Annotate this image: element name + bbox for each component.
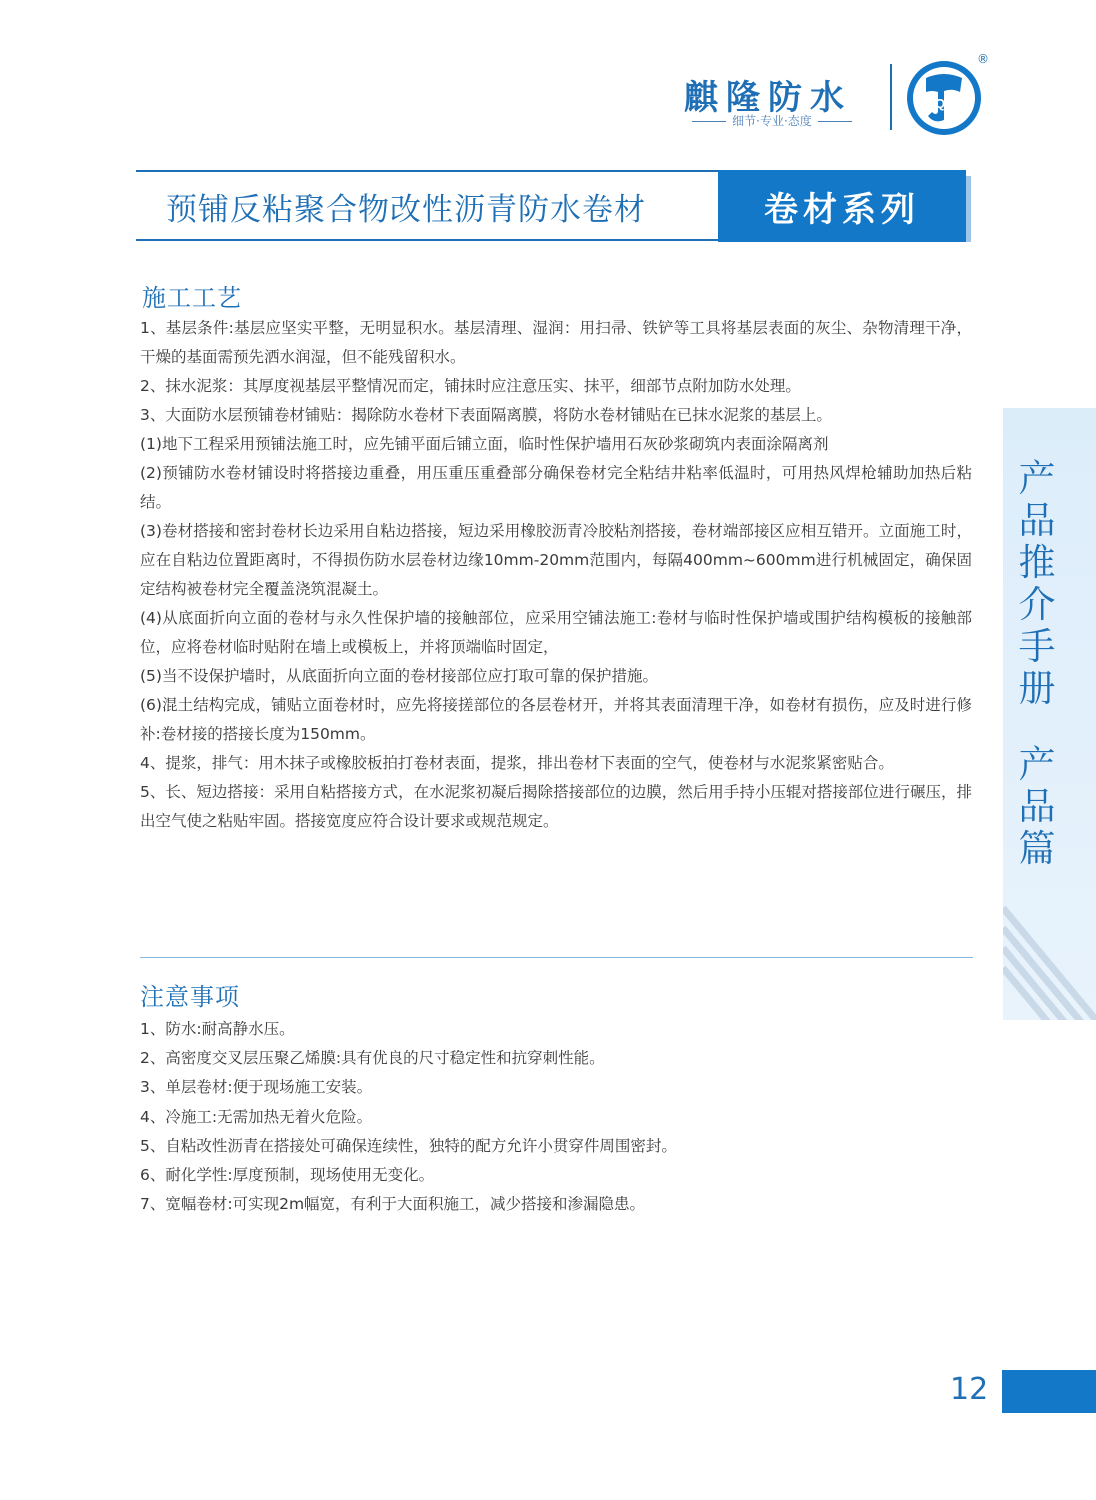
construction-paragraph: 1、基层条件:基层应坚实平整，无明显积水。基层清理、湿润：用扫帚、铁铲等工具将基层表面的灰尘、杂物清理干净，干燥的基面需预先洒水润湿，但不能残留积水。 xyxy=(140,319,972,366)
brand-logo-icon xyxy=(904,58,984,138)
series-label: 卷材系列 xyxy=(764,190,920,230)
section-divider xyxy=(140,957,973,958)
notes-item: 6、耐化学性:厚度预制，现场使用无变化。 xyxy=(140,1166,435,1185)
construction-paragraph: (2)预铺防水卷材铺设时将搭接边重叠，用压重压重叠部分确保卷材完全粘结井粘率低温时，可用热风焊枪辅助加热后粘结。 xyxy=(140,464,972,511)
brand-slogan: 细节·专业·态度 xyxy=(672,112,872,129)
construction-heading: 施工工艺 xyxy=(142,284,242,312)
title-line-top xyxy=(136,170,718,172)
construction-paragraph: 2、抹水泥浆：其厚度视基层平整情况而定，铺抹时应注意压实、抹平，细部节点附加防水处理。 xyxy=(140,377,801,395)
logo-text: QL xyxy=(934,96,954,111)
construction-paragraph: (3)卷材搭接和密封卷材长边采用自粘边搭接，短边采用橡胶沥青冷胶粘剂搭接，卷材端部接区应相互错开。立面施工时，应在自粘边位置距离时，不得损伤防水层卷材边缘10mm-20mm范围内，每隔400mm~600mm进行机械固定，确保固定结构被卷材完全覆盖浇筑混凝土。 xyxy=(140,522,972,598)
page-title: 预铺反粘聚合物改性沥青防水卷材 xyxy=(166,192,646,228)
page-number-bar xyxy=(1002,1370,1096,1413)
brand-divider xyxy=(890,64,892,130)
side-tab xyxy=(1003,408,1096,1020)
construction-paragraph: (5)当不设保护墙时，从底面折向立面的卷材接部位应打取可靠的保护措施。 xyxy=(140,667,658,685)
notes-heading: 注意事项 xyxy=(140,983,240,1011)
notes-item: 7、宽幅卷材:可实现2m幅宽，有利于大面积施工，减少搭接和渗漏隐患。 xyxy=(140,1195,646,1214)
brand-name: 麒隆防水 xyxy=(684,78,852,118)
construction-paragraph: (6)混土结构完成，铺贴立面卷材时，应先将接搓部位的各层卷材开，并将其表面清理干净，如卷材有损伤，应及时进行修补:卷材接的搭接长度为150mm。 xyxy=(140,696,972,743)
series-badge xyxy=(718,170,966,242)
notes-list xyxy=(140,1015,972,1219)
construction-paragraph: 5、长、短边搭接：采用自粘搭接方式，在水泥浆初凝后揭除搭接部位的边膜，然后用手持小压辊对搭接部位进行碾压，排出空气使之粘贴牢固。搭接宽度应符合设计要求或规范规定。 xyxy=(140,783,972,830)
notes-item: 1、防水:耐高静水压。 xyxy=(140,1020,295,1038)
notes-item: 3、单层卷材:便于现场施工安装。 xyxy=(140,1078,373,1097)
brand-header xyxy=(672,62,902,138)
construction-paragraph: (1)地下工程采用预铺法施工时，应先铺平面后铺立面，临时性保护墙用石灰砂浆砌筑内表面涂隔离剂 xyxy=(140,435,829,453)
registered-mark: ® xyxy=(977,52,989,66)
notes-item: 2、高密度交叉层压聚乙烯膜:具有优良的尺寸稳定性和抗穿刺性能。 xyxy=(140,1049,605,1068)
title-bar xyxy=(136,170,966,242)
construction-body xyxy=(140,314,972,836)
side-label-product: 产品篇 xyxy=(1018,743,1056,870)
page-number: 12 xyxy=(950,1372,989,1407)
notes-item: 4、冷施工:无需加热无着火危险。 xyxy=(140,1107,373,1126)
construction-paragraph: 4、提浆，排气：用木抹子或橡胶板拍打卷材表面，提浆，排出卷材下表面的空气，使卷材与水泥浆紧密贴合。 xyxy=(140,754,894,772)
construction-paragraph: (4)从底面折向立面的卷材与永久性保护墙的接触部位，应采用空铺法施工:卷材与临时性保护墙或围护结构模板的接触部位，应将卷材临时贴附在墙上或模板上，并将顶端临时固定， xyxy=(140,609,972,656)
side-label-brochure: 产品推介手册 xyxy=(1018,457,1056,710)
construction-paragraph: 3、大面防水层预铺卷材铺贴：揭除防水卷材下表面隔离膜，将防水卷材铺贴在已抹水泥浆的基层上。 xyxy=(140,406,832,424)
title-line-bottom xyxy=(136,239,718,241)
notes-item: 5、自粘改性沥青在搭接处可确保连续性，独特的配方允许小贯穿件周围密封。 xyxy=(140,1136,677,1155)
